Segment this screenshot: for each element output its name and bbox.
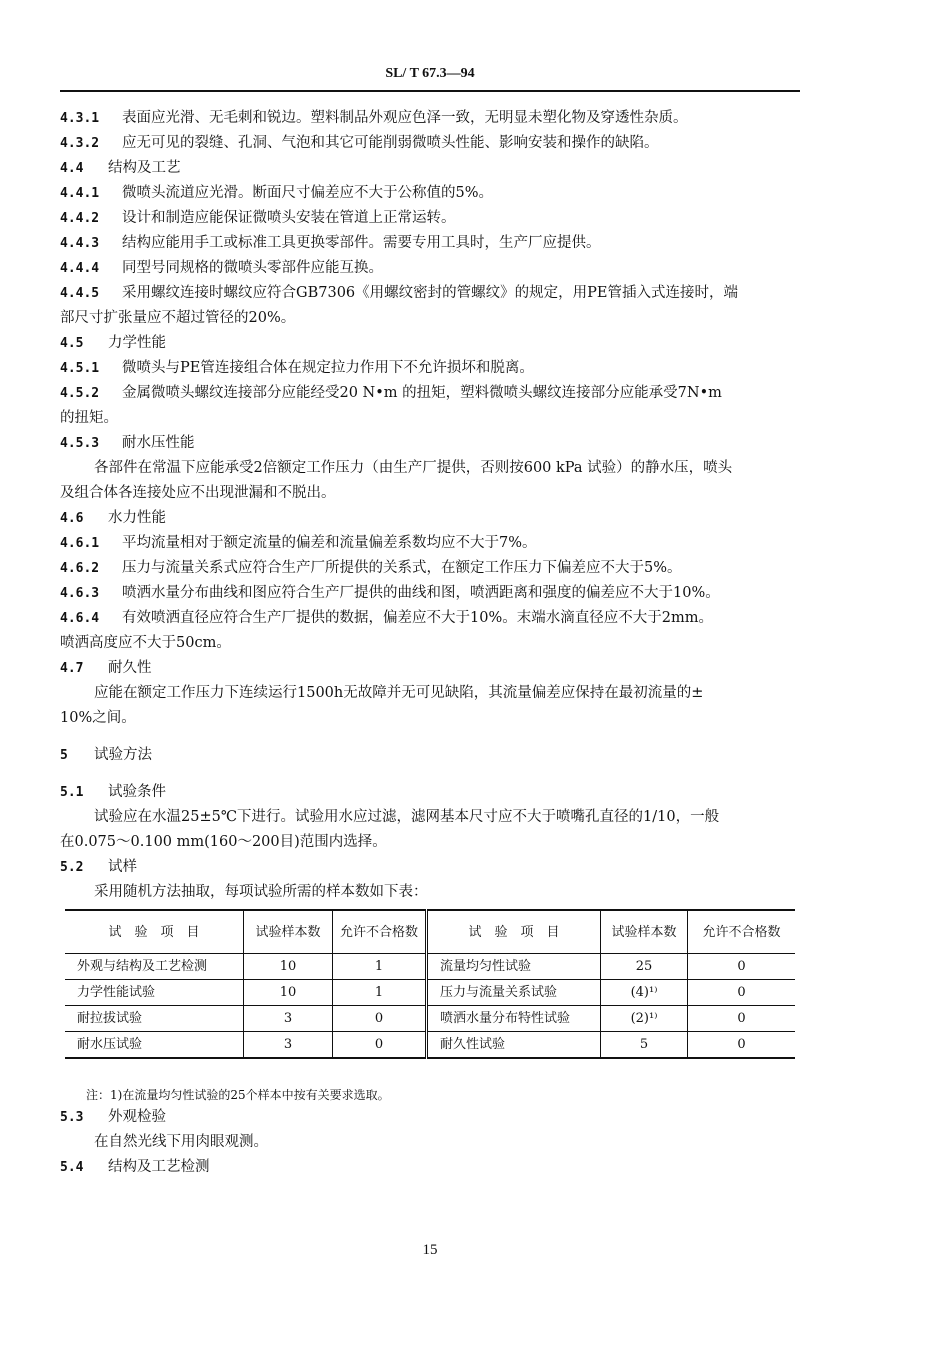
sample-table [65, 909, 795, 1059]
clause-text: 水力性能 [108, 510, 166, 526]
clause-number: 4.4.5 [60, 286, 100, 301]
clause-number: 5.2 [60, 860, 84, 875]
clause-line [60, 456, 800, 481]
table-cell: 10 [244, 980, 333, 1006]
clause-line [60, 531, 800, 556]
table-cell: 25 [601, 954, 688, 980]
clause-text: 部尺寸扩张量应不超过管径的20%。 [60, 310, 296, 326]
table-cell: 耐拉拔试验 [65, 1006, 244, 1032]
clause-text: 压力与流量关系式应符合生产厂所提供的关系式，在额定工作压力下偏差应不大于5%。 [122, 560, 682, 576]
table-cell: 3 [244, 1032, 333, 1059]
table-cell: 10 [244, 954, 333, 980]
table-cell: 力学性能试验 [65, 980, 244, 1006]
table-header: 试验样本数 [601, 910, 688, 954]
table-header: 允许不合格数 [333, 910, 427, 954]
clause-number: 4.5.1 [60, 361, 100, 376]
clause-text: 在0.075～0.100 mm(160～200目)范围内选择。 [60, 834, 387, 850]
clause-text: 微喷头流道应光滑。断面尺寸偏差应不大于公称值的5%。 [122, 185, 494, 201]
clause-number: 4.3.2 [60, 136, 100, 151]
clause-text: 微喷头与PE管连接组合体在规定拉力作用下不允许损坏和脱离。 [122, 360, 534, 376]
table-cell: 0 [688, 954, 796, 980]
clause-line [60, 581, 800, 606]
clause-line [60, 106, 800, 131]
clause-line [60, 706, 800, 731]
clause-line [60, 306, 800, 331]
table-cell: 喷洒水量分布特性试验 [427, 1006, 601, 1032]
clause-number: 4.6 [60, 511, 84, 526]
clause-line [60, 780, 800, 805]
table-row [65, 1032, 795, 1059]
section-gap [60, 768, 800, 780]
clause-line [60, 1155, 800, 1180]
clause-text: 试验应在水温25±5℃下进行。试验用水应过滤，滤网基本尺寸应不大于喷嘴孔直径的1/10，一般 [94, 809, 720, 825]
clause-line [60, 805, 800, 830]
clause-text: 应能在额定工作压力下连续运行1500h无故障并无可见缺陷，其流量偏差应保持在最初流量的± [94, 685, 704, 701]
clause-line [60, 381, 800, 406]
clause-number: 4.4 [60, 161, 84, 176]
clause-number: 4.4.1 [60, 186, 100, 201]
clause-line [60, 830, 800, 855]
clause-number: 4.6.2 [60, 561, 100, 576]
clause-line [60, 256, 800, 281]
clause-text: 结构应能用手工或标准工具更换零部件。需要专用工具时，生产厂应提供。 [122, 235, 601, 251]
clause-line [60, 481, 800, 506]
table-header-row [65, 910, 795, 954]
table-cell: 0 [333, 1006, 427, 1032]
clause-number: 5.3 [60, 1110, 84, 1125]
clause-line [60, 681, 800, 706]
clause-text: 耐水压性能 [122, 435, 195, 451]
clause-text: 的扭矩。 [60, 410, 118, 426]
table-cell: 耐久性试验 [427, 1032, 601, 1059]
clause-line [60, 131, 800, 156]
clause-text: 金属微喷头螺纹连接部分应能经受20 N•m 的扭矩，塑料微喷头螺纹连接部分应能承受7N•m [122, 385, 722, 401]
document-body [60, 106, 800, 1180]
clause-text: 10%之间。 [60, 710, 136, 726]
clause-text: 各部件在常温下应能承受2倍额定工作压力（由生产厂提供，否则按600 kPa 试验）的静水压，喷头 [94, 460, 733, 476]
clause-line [60, 406, 800, 431]
table-cell: 流量均匀性试验 [427, 954, 601, 980]
clause-line [60, 506, 800, 531]
clause-text: 试验条件 [108, 784, 166, 800]
page-number: 15 [422, 1242, 438, 1258]
clause-number: 4.4.3 [60, 236, 100, 251]
table-cell: 压力与流量关系试验 [427, 980, 601, 1006]
clause-line [60, 656, 800, 681]
clause-text: 应无可见的裂缝、孔洞、气泡和其它可能削弱微喷头性能、影响安装和操作的缺陷。 [122, 135, 659, 151]
clause-number: 4.6.4 [60, 611, 100, 626]
clause-line [60, 356, 800, 381]
clause-text: 同型号同规格的微喷头零部件应能互换。 [122, 260, 383, 276]
clause-text: 在自然光线下用肉眼观测。 [94, 1134, 268, 1150]
table-cell: 0 [688, 1032, 796, 1059]
table-header: 允许不合格数 [688, 910, 796, 954]
clause-text: 试样 [108, 859, 137, 875]
header-rule [60, 90, 800, 92]
clause-text: 试验方法 [94, 747, 152, 763]
table-cell: 0 [688, 980, 796, 1006]
clause-number: 5.4 [60, 1160, 84, 1175]
clause-line [60, 743, 800, 768]
clause-number: 4.6.3 [60, 586, 100, 601]
table-cell: 3 [244, 1006, 333, 1032]
clause-number: 4.4.4 [60, 261, 100, 276]
section-gap [60, 731, 800, 743]
clause-lines-after [60, 1105, 800, 1180]
clause-number: 4.7 [60, 661, 84, 676]
table-cell: (2)¹⁾ [601, 1006, 688, 1032]
clause-number: 4.3.1 [60, 111, 100, 126]
clause-number: 5.1 [60, 785, 84, 800]
clause-number: 4.5.3 [60, 436, 100, 451]
clause-text: 喷洒高度应不大于50cm。 [60, 635, 231, 651]
clause-number: 4.6.1 [60, 536, 100, 551]
clause-text: 平均流量相对于额定流量的偏差和流量偏差系数均应不大于7%。 [122, 535, 537, 551]
clause-line [60, 181, 800, 206]
clause-line [60, 231, 800, 256]
clause-line [60, 1130, 800, 1155]
clause-text: 力学性能 [108, 335, 166, 351]
clause-lines [60, 106, 800, 905]
clause-text: 及组合体各连接处应不出现泄漏和不脱出。 [60, 485, 336, 501]
table-cell: 0 [688, 1006, 796, 1032]
table-header: 试验样本数 [244, 910, 333, 954]
clause-text: 外观检验 [108, 1109, 166, 1125]
table-cell: (4)¹⁾ [601, 980, 688, 1006]
clause-line [60, 1105, 800, 1130]
clause-line [60, 281, 800, 306]
clause-text: 结构及工艺 [108, 160, 181, 176]
clause-number: 4.5 [60, 336, 84, 351]
clause-number: 4.5.2 [60, 386, 100, 401]
clause-line [60, 556, 800, 581]
clause-number: 4.4.2 [60, 211, 100, 226]
table-cell: 耐水压试验 [65, 1032, 244, 1059]
clause-line [60, 156, 800, 181]
clause-text: 表面应光滑、无毛刺和锐边。塑料制品外观应色泽一致，无明显未塑化物及穿透性杂质。 [122, 110, 688, 126]
clause-line [60, 631, 800, 656]
table-cell: 1 [333, 954, 427, 980]
clause-text: 结构及工艺检测 [108, 1159, 210, 1175]
table-body [65, 954, 795, 1059]
clause-line [60, 880, 800, 905]
clause-line [60, 606, 800, 631]
clause-line [60, 206, 800, 231]
clause-text: 喷洒水量分布曲线和图应符合生产厂提供的曲线和图，喷洒距离和强度的偏差应不大于10%。 [122, 585, 720, 601]
table-row [65, 1006, 795, 1032]
clause-line [60, 331, 800, 356]
clause-text: 有效喷洒直径应符合生产厂提供的数据，偏差应不大于10%。末端水滴直径应不大于2mm。 [122, 610, 713, 626]
table-row [65, 980, 795, 1006]
table-row [65, 954, 795, 980]
clause-line [60, 431, 800, 456]
table-header: 试 验 项 目 [65, 910, 244, 954]
table-cell: 外观与结构及工艺检测 [65, 954, 244, 980]
running-header: SL/ T 67.3—94 [385, 66, 475, 81]
clause-text: 耐久性 [108, 660, 152, 676]
clause-text: 设计和制造应能保证微喷头安装在管道上正常运转。 [122, 210, 456, 226]
table-cell: 1 [333, 980, 427, 1006]
clause-text: 采用随机方法抽取，每项试验所需的样本数如下表： [94, 884, 428, 900]
clause-number: 5 [60, 748, 68, 763]
table-cell: 5 [601, 1032, 688, 1059]
table-cell: 0 [333, 1032, 427, 1059]
clause-text: 采用螺纹连接时螺纹应符合GB7306《用螺纹密封的管螺纹》的规定，用PE管插入式连接时，端 [122, 285, 738, 301]
clause-line [60, 855, 800, 880]
table-note: 注：1)在流量均匀性试验的25个样本中按有关要求选取。 [86, 1088, 390, 1102]
table-header: 试 验 项 目 [427, 910, 601, 954]
